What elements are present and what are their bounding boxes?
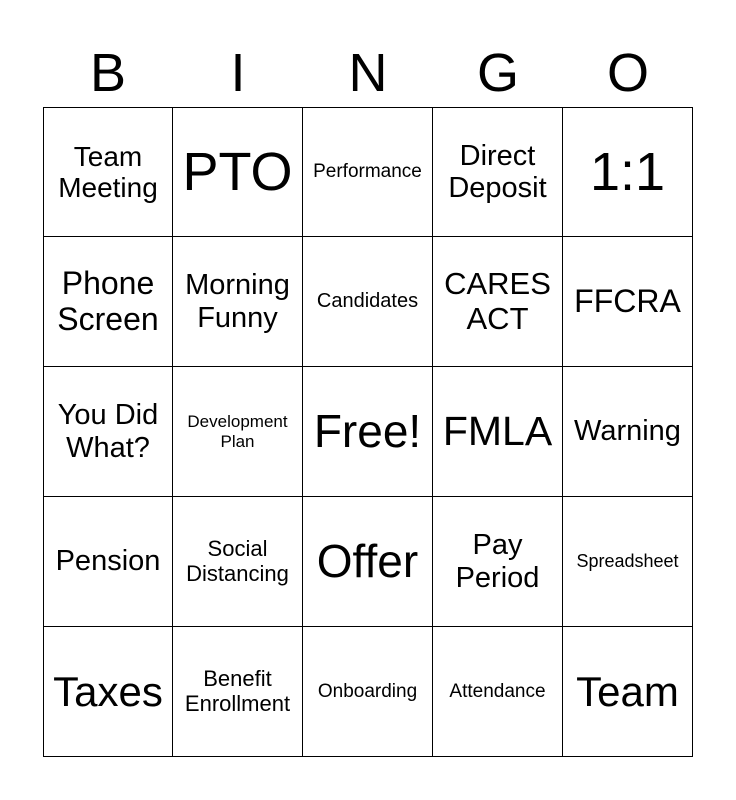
bingo-cell-r4-c1[interactable]: [43, 497, 173, 627]
bingo-cell-r3-c5[interactable]: [563, 367, 693, 497]
bingo-cell-r4-c5[interactable]: [563, 497, 693, 627]
bingo-cell-label: Onboarding: [317, 680, 418, 702]
bingo-cell-label: Offer: [316, 534, 419, 587]
bingo-cell-label: Phone Screen: [57, 264, 159, 337]
bingo-cell-label: Team: [576, 667, 679, 715]
bingo-cell-label: Candidates: [316, 290, 419, 313]
bingo-cell-r1-c4[interactable]: [433, 107, 563, 237]
bingo-cell-r4-c4[interactable]: [433, 497, 563, 627]
bingo-header: [43, 38, 693, 108]
bingo-cell-label: Pay Period: [455, 529, 540, 594]
bingo-cell-label: FMLA: [442, 407, 553, 454]
bingo-cell-r2-c1[interactable]: [43, 237, 173, 367]
bingo-cell-label: 1:1: [589, 141, 666, 202]
bingo-cell-label: Morning Funny: [185, 269, 290, 334]
bingo-cell-r5-c3[interactable]: [303, 627, 433, 757]
bingo-cell-label: PTO: [182, 141, 293, 202]
bingo-board: [43, 107, 693, 757]
bingo-cell-r1-c3[interactable]: [303, 107, 433, 237]
bingo-cell-label: Free!: [313, 404, 422, 457]
bingo-cell-label: You Did What?: [57, 399, 159, 464]
bingo-cell-r5-c1[interactable]: [43, 627, 173, 757]
bingo-cell-r2-c4[interactable]: [433, 237, 563, 367]
bingo-cell-r3-c4[interactable]: [433, 367, 563, 497]
header-letter-o: O: [606, 43, 649, 103]
bingo-cell-label: Development Plan: [187, 412, 288, 451]
bingo-cell-r3-c1[interactable]: [43, 367, 173, 497]
bingo-cell-r3-c3[interactable]: [303, 367, 433, 497]
bingo-cell-r5-c5[interactable]: [563, 627, 693, 757]
bingo-cell-r2-c2[interactable]: [173, 237, 303, 367]
bingo-cell-r1-c1[interactable]: [43, 107, 173, 237]
bingo-cell-r3-c2[interactable]: [173, 367, 303, 497]
bingo-cell-label: CARES ACT: [444, 265, 551, 336]
bingo-cell-label: Attendance: [449, 680, 546, 702]
bingo-cell-label: Team Meeting: [58, 140, 158, 203]
header-letter-n: N: [348, 43, 388, 103]
bingo-cell-label: Taxes: [53, 667, 163, 715]
bingo-cell-r4-c2[interactable]: [173, 497, 303, 627]
bingo-cell-r5-c2[interactable]: [173, 627, 303, 757]
bingo-cell-label: Social Distancing: [186, 535, 289, 586]
header-letter-i: I: [230, 43, 246, 103]
bingo-cell-label: Spreadsheet: [576, 551, 679, 572]
bingo-cell-r4-c3[interactable]: [303, 497, 433, 627]
bingo-cell-label: Benefit Enrollment: [184, 665, 291, 716]
bingo-cell-r2-c5[interactable]: [563, 237, 693, 367]
bingo-cell-label: Pension: [55, 545, 161, 578]
bingo-cell-label: Performance: [313, 161, 422, 183]
bingo-cell-r2-c3[interactable]: [303, 237, 433, 367]
header-letter-b: B: [89, 43, 127, 103]
bingo-cell-label: FFCRA: [574, 282, 681, 319]
bingo-cell-r1-c2[interactable]: [173, 107, 303, 237]
bingo-cell-label: Warning: [574, 415, 681, 448]
bingo-cell-label: Direct Deposit: [448, 139, 547, 204]
header-letter-g: G: [476, 43, 519, 103]
bingo-cell-r5-c4[interactable]: [433, 627, 563, 757]
bingo-cell-r1-c5[interactable]: [563, 107, 693, 237]
